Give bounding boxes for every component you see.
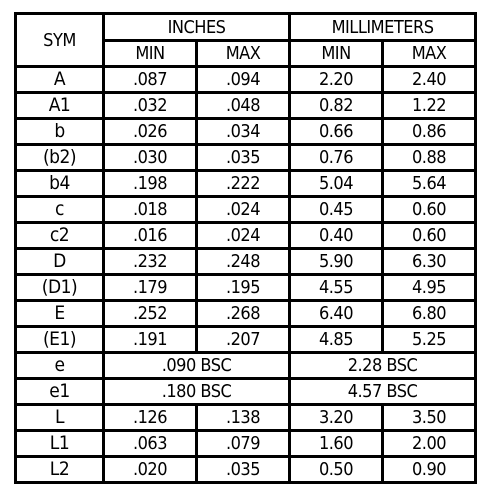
table-row xyxy=(16,405,476,431)
cell-sym: A1 xyxy=(16,93,104,119)
cell-inches-min: .063 xyxy=(104,431,197,457)
cell-inches-max: .079 xyxy=(197,431,290,457)
cell-sym: L xyxy=(16,405,104,431)
table-row xyxy=(16,457,476,483)
cell-inches-max: .024 xyxy=(197,223,290,249)
cell-inches-max: .138 xyxy=(197,405,290,431)
cell-inches-min: .198 xyxy=(104,171,197,197)
cell-sym: b4 xyxy=(16,171,104,197)
cell-inches-min: .018 xyxy=(104,197,197,223)
cell-inches-max: .024 xyxy=(197,197,290,223)
cell-mm-max: 5.64 xyxy=(383,171,476,197)
cell-mm-min: 1.60 xyxy=(290,431,383,457)
cell-sym: A xyxy=(16,67,104,93)
cell-inches-min: .020 xyxy=(104,457,197,483)
header-inches-min: MIN xyxy=(104,41,197,67)
cell-mm-min: 4.55 xyxy=(290,275,383,301)
table-row xyxy=(16,197,476,223)
cell-inches-max: .048 xyxy=(197,93,290,119)
header-sym: SYM xyxy=(16,14,104,67)
cell-mm-min: 5.90 xyxy=(290,249,383,275)
cell-inches-min: .179 xyxy=(104,275,197,301)
cell-mm-bsc: 4.57 BSC xyxy=(290,379,476,405)
cell-sym: e1 xyxy=(16,379,104,405)
cell-inches-bsc: .090 BSC xyxy=(104,353,290,379)
cell-inches-min: .191 xyxy=(104,327,197,353)
cell-inches-max: .035 xyxy=(197,145,290,171)
table-row xyxy=(16,327,476,353)
header-mm-min: MIN xyxy=(290,41,383,67)
header-inches-max: MAX xyxy=(197,41,290,67)
table-row xyxy=(16,275,476,301)
table-row xyxy=(16,171,476,197)
cell-sym: (E1) xyxy=(16,327,104,353)
cell-mm-min: 0.82 xyxy=(290,93,383,119)
cell-mm-min: 0.45 xyxy=(290,197,383,223)
cell-inches-min: .016 xyxy=(104,223,197,249)
cell-mm-max: 5.25 xyxy=(383,327,476,353)
cell-mm-min: 0.40 xyxy=(290,223,383,249)
cell-sym: e xyxy=(16,353,104,379)
cell-inches-max: .248 xyxy=(197,249,290,275)
cell-mm-bsc: 2.28 BSC xyxy=(290,353,476,379)
cell-mm-max: 4.95 xyxy=(383,275,476,301)
cell-mm-min: 0.50 xyxy=(290,457,383,483)
header-millimeters: MILLIMETERS xyxy=(290,14,476,41)
cell-mm-max: 1.22 xyxy=(383,93,476,119)
table-row xyxy=(16,93,476,119)
table-row xyxy=(16,249,476,275)
table-row xyxy=(16,223,476,249)
cell-inches-max: .207 xyxy=(197,327,290,353)
header-inches: INCHES xyxy=(104,14,290,41)
cell-inches-max: .094 xyxy=(197,67,290,93)
cell-mm-min: 4.85 xyxy=(290,327,383,353)
cell-mm-max: 0.90 xyxy=(383,457,476,483)
cell-mm-min: 0.66 xyxy=(290,119,383,145)
cell-sym: L2 xyxy=(16,457,104,483)
cell-sym: E xyxy=(16,301,104,327)
cell-inches-min: .252 xyxy=(104,301,197,327)
table-row xyxy=(16,145,476,171)
cell-mm-max: 0.86 xyxy=(383,119,476,145)
cell-inches-max: .034 xyxy=(197,119,290,145)
cell-mm-max: 2.00 xyxy=(383,431,476,457)
table-row xyxy=(16,119,476,145)
cell-mm-min: 6.40 xyxy=(290,301,383,327)
cell-mm-max: 6.80 xyxy=(383,301,476,327)
dimensions-table xyxy=(14,12,477,484)
table-row xyxy=(16,431,476,457)
cell-sym: c2 xyxy=(16,223,104,249)
cell-sym: (D1) xyxy=(16,275,104,301)
cell-sym: D xyxy=(16,249,104,275)
table-row xyxy=(16,301,476,327)
cell-sym: c xyxy=(16,197,104,223)
cell-sym: L1 xyxy=(16,431,104,457)
table-row-bsc xyxy=(16,379,476,405)
cell-inches-min: .126 xyxy=(104,405,197,431)
cell-mm-max: 0.60 xyxy=(383,223,476,249)
cell-inches-bsc: .180 BSC xyxy=(104,379,290,405)
cell-mm-min: 5.04 xyxy=(290,171,383,197)
cell-mm-max: 6.30 xyxy=(383,249,476,275)
cell-inches-min: .232 xyxy=(104,249,197,275)
table-row-bsc xyxy=(16,353,476,379)
cell-inches-max: .268 xyxy=(197,301,290,327)
cell-mm-max: 0.60 xyxy=(383,197,476,223)
cell-mm-max: 0.88 xyxy=(383,145,476,171)
cell-inches-max: .035 xyxy=(197,457,290,483)
cell-mm-min: 2.20 xyxy=(290,67,383,93)
cell-mm-min: 3.20 xyxy=(290,405,383,431)
cell-inches-min: .032 xyxy=(104,93,197,119)
cell-mm-max: 3.50 xyxy=(383,405,476,431)
cell-inches-max: .222 xyxy=(197,171,290,197)
cell-inches-max: .195 xyxy=(197,275,290,301)
cell-sym: (b2) xyxy=(16,145,104,171)
table-row xyxy=(16,67,476,93)
cell-mm-min: 0.76 xyxy=(290,145,383,171)
cell-inches-min: .087 xyxy=(104,67,197,93)
header-row-units xyxy=(16,14,476,41)
cell-sym: b xyxy=(16,119,104,145)
cell-mm-max: 2.40 xyxy=(383,67,476,93)
header-mm-max: MAX xyxy=(383,41,476,67)
cell-inches-min: .026 xyxy=(104,119,197,145)
cell-inches-min: .030 xyxy=(104,145,197,171)
